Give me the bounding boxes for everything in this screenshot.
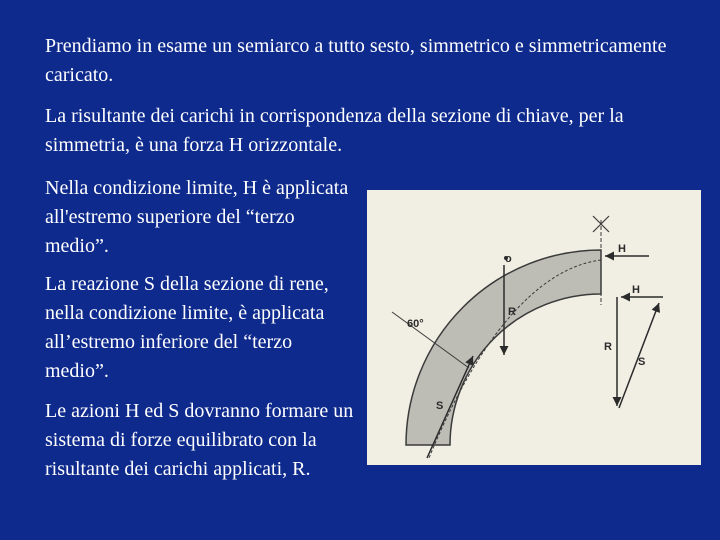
label-r-arch: R — [508, 306, 516, 318]
label-r-triangle: R — [604, 341, 612, 353]
paragraph-equilibrium: Le azioni H ed S dovranno formare un sistema di forze equilibrato con la risultante dei carichi applicati, R. — [45, 400, 354, 480]
label-s-arch: S — [436, 400, 444, 412]
paragraph-resultant: La risultante dei carichi in corrispondenza della sezione di chiave, per la simmetria, è una forza H orizzontale. — [45, 105, 624, 156]
arch-diagram — [367, 190, 701, 465]
label-o: o — [505, 253, 512, 265]
paragraph-limit-condition: Nella condizione limite, H è applicata all'estremo superiore del “terzo medio”. — [45, 177, 349, 257]
label-angle: 60° — [407, 318, 424, 330]
label-h-triangle: H — [632, 284, 640, 296]
paragraph-reaction: La reazione S della sezione di rene, nella condizione limite, è applicata all’estremo inferiore del “terzo medio”. — [45, 273, 329, 382]
paragraph-intro: Prendiamo in esame un semiarco a tutto sesto, simmetrico e simmetricamente caricato. — [45, 35, 667, 86]
label-h-arch: H — [618, 243, 626, 255]
label-s-triangle: S — [638, 356, 646, 368]
arch-diagram-svg — [367, 190, 701, 465]
